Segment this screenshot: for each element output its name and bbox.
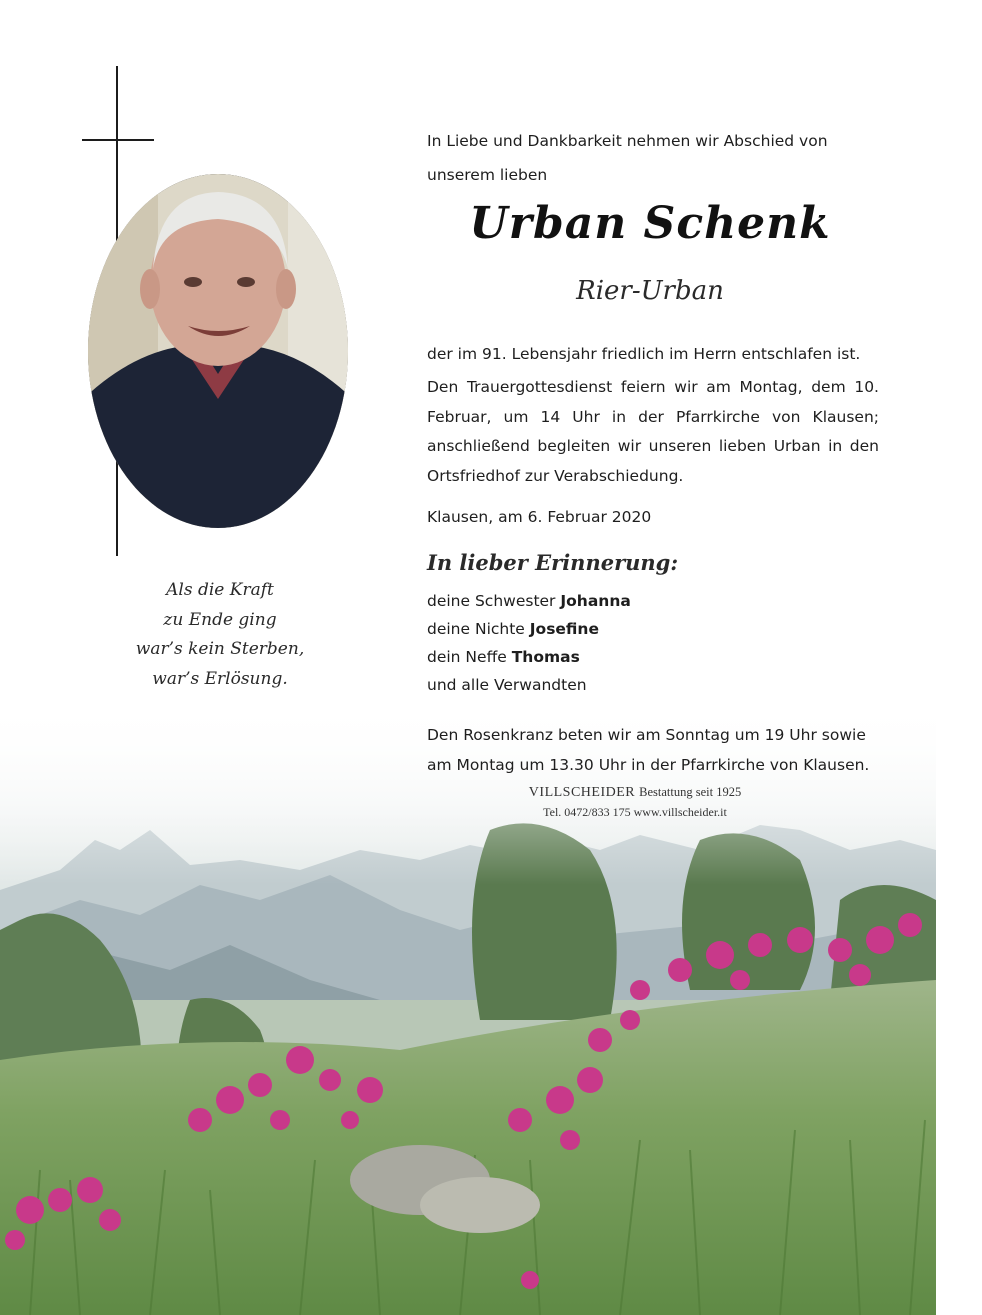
portrait-photo	[88, 174, 348, 528]
mourner-relation: dein Neffe	[427, 648, 507, 666]
deceased-nickname: Rier-Urban	[576, 276, 724, 306]
mourner-relation: und alle Verwandten	[427, 676, 587, 694]
service-text: Den Trauergottesdienst feiern wir am Montag, dem 10. Februar, um 14 Uhr in der Pfarrkirche von Klausen; anschließend begleiten wir unseren lieben Urban in den Ortsfriedhof zur Verabschiedung.	[427, 378, 879, 485]
mourner-item	[427, 643, 879, 671]
poem	[120, 576, 320, 694]
funeral-home-tagline: Bestattung seit 1925	[639, 785, 742, 799]
poem-line: Als die Kraft	[166, 580, 274, 600]
funeral-home-info	[480, 782, 790, 821]
funeral-home-contact: Tel. 0472/833 175 www.villscheider.it	[543, 805, 727, 819]
mourner-item	[427, 587, 879, 615]
mourner-relation: deine Nichte	[427, 620, 525, 638]
mourner-relation: deine Schwester	[427, 592, 556, 610]
intro-text: In Liebe und Dankbarkeit nehmen wir Abschied von unserem lieben	[427, 132, 828, 184]
mourner-name: Josefine	[529, 620, 599, 638]
mourner-item	[427, 671, 879, 699]
mourner-item	[427, 615, 879, 643]
mourner-name: Thomas	[511, 648, 580, 666]
place-date: Klausen, am 6. Februar 2020	[427, 508, 652, 526]
cross-arm	[82, 139, 154, 141]
page-margin	[936, 0, 982, 1315]
deceased-name: Urban Schenk	[469, 198, 831, 249]
memory-heading: In lieber Erinnerung:	[427, 550, 679, 575]
poem-line: war’s kein Sterben,	[135, 639, 305, 659]
mourners-list	[427, 587, 879, 699]
poem-line: zu Ende ging	[163, 609, 277, 630]
landscape-image	[0, 700, 936, 1315]
funeral-home-name: VILLSCHEIDER	[528, 785, 636, 800]
poem-line: war’s Erlösung.	[152, 668, 288, 689]
rosary-text: Den Rosenkranz beten wir am Sonntag um 19 Uhr sowie am Montag um 13.30 Uhr in der Pfarrkirche von Klausen.	[427, 726, 870, 774]
mourner-name: Johanna	[560, 592, 631, 610]
death-statement: der im 91. Lebensjahr friedlich im Herrn entschlafen ist.	[427, 345, 861, 363]
